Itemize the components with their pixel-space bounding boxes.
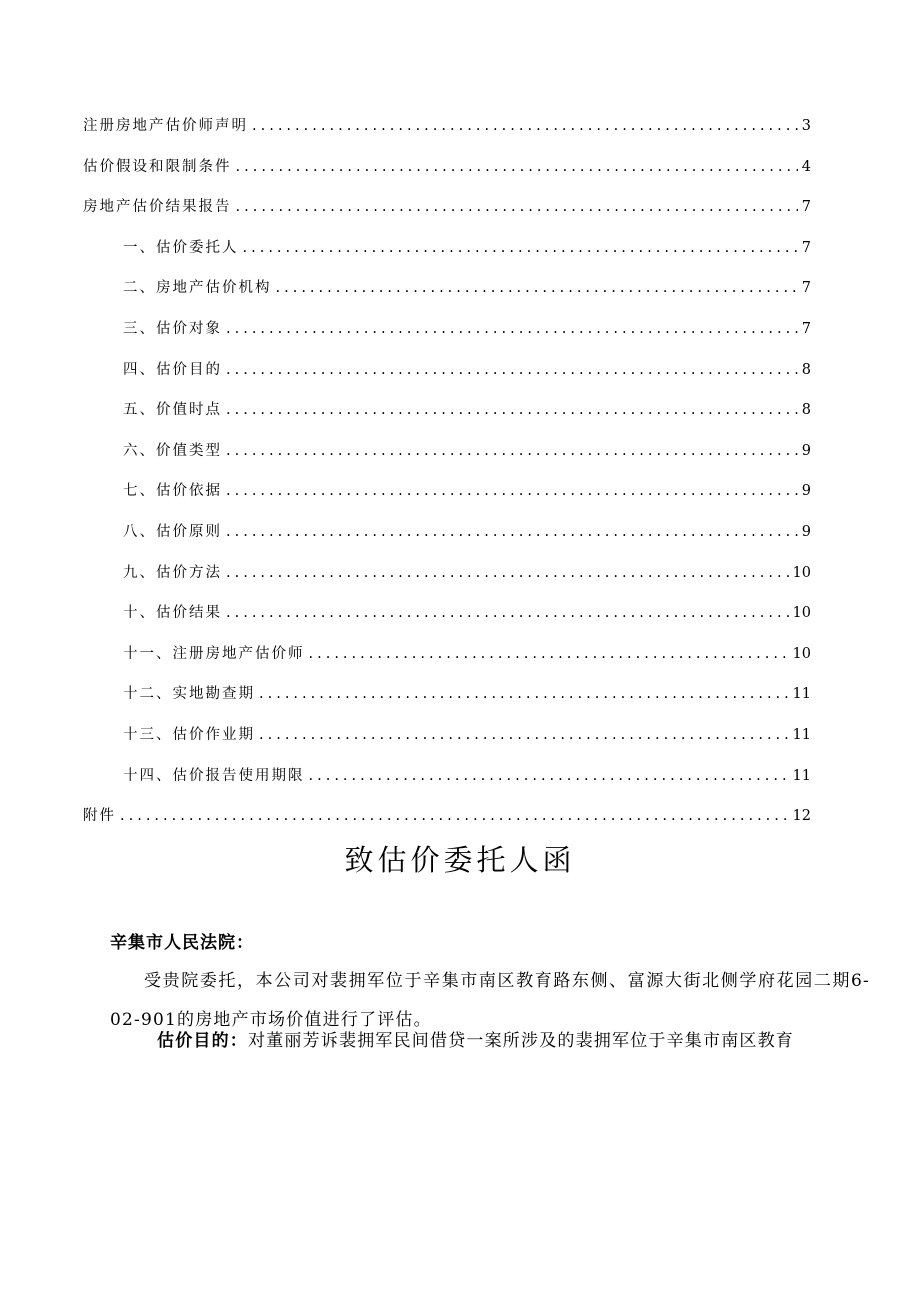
toc-entry-title: 十四、估价报告使用期限 <box>123 767 305 784</box>
toc-entry-page: 11 <box>792 767 811 784</box>
toc-entry-page: 10 <box>792 605 811 622</box>
toc-entry-title: 估价假设和限制条件 <box>83 158 232 175</box>
toc-entry-title: 三、估价对象 <box>123 320 222 337</box>
toc-entry-title: 四、估价目的 <box>123 361 222 378</box>
letter-paragraph: 受贵院委托，本公司对裴拥军位于辛集市南区教育路东侧、富源大街北侧学府花园二期6-02-901的房地产市场价值进行了评估。 <box>110 971 870 1030</box>
toc-entry-page: 7 <box>801 239 811 256</box>
purpose-label: 估价目的： <box>157 1031 248 1051</box>
toc-leader-dots <box>309 756 789 797</box>
toc-entry-title: 六、价值类型 <box>123 442 222 459</box>
toc-entry-title: 五、价值时点 <box>123 402 222 419</box>
toc-leader-dots <box>259 674 789 715</box>
toc-entry-title: 二、房地产估价机构 <box>123 280 272 297</box>
letter-title: 致估价委托人函 <box>344 843 576 877</box>
toc-subentry[interactable] <box>83 471 811 512</box>
toc-entry-title: 十三、估价作业期 <box>123 726 255 743</box>
toc-subentry[interactable] <box>83 756 811 797</box>
toc-subentry[interactable] <box>83 674 811 715</box>
toc-subentry[interactable] <box>83 431 811 472</box>
toc-entry-title: 八、估价原则 <box>123 523 222 540</box>
toc-subentry[interactable] <box>83 228 811 269</box>
toc-entry-title: 七、估价依据 <box>123 483 222 500</box>
toc-subentry[interactable] <box>83 634 811 675</box>
table-of-contents <box>83 106 811 837</box>
toc-subentry[interactable] <box>83 512 811 553</box>
toc-entry-title: 一、估价委托人 <box>123 239 239 256</box>
toc-leader-dots <box>226 350 798 391</box>
toc-leader-dots <box>259 715 789 756</box>
toc-entry-title: 九、估价方法 <box>123 564 222 581</box>
toc-entry-page: 11 <box>792 726 811 743</box>
toc-leader-dots <box>226 390 798 431</box>
toc-subentry[interactable] <box>83 268 811 309</box>
toc-leader-dots <box>252 106 798 147</box>
toc-entry-title: 房地产估价结果报告 <box>83 199 232 216</box>
toc-entry[interactable] <box>83 106 811 147</box>
toc-leader-dots <box>226 471 798 512</box>
toc-entry[interactable] <box>83 147 811 188</box>
toc-subentry[interactable] <box>83 593 811 634</box>
toc-leader-dots <box>226 512 798 553</box>
toc-entry-page: 4 <box>801 158 811 175</box>
toc-subentry[interactable] <box>83 553 811 594</box>
letter-purpose-paragraph <box>110 1022 870 1061</box>
toc-leader-dots <box>120 796 789 837</box>
toc-entry-page: 7 <box>801 199 811 216</box>
toc-leader-dots <box>226 309 798 350</box>
toc-entry-page: 11 <box>792 686 811 703</box>
toc-entry-page: 9 <box>801 523 811 540</box>
toc-entry-page: 9 <box>801 483 811 500</box>
toc-entry-title: 注册房地产估价师声明 <box>83 118 248 134</box>
toc-subentry[interactable] <box>83 350 811 391</box>
toc-entry-page: 7 <box>801 280 811 297</box>
toc-entry-title: 十、估价结果 <box>123 605 222 622</box>
toc-subentry[interactable] <box>83 309 811 350</box>
toc-entry-page: 7 <box>801 320 811 337</box>
toc-subentry[interactable] <box>83 715 811 756</box>
toc-entry-page: 3 <box>801 118 811 134</box>
toc-entry-page: 8 <box>801 361 811 378</box>
toc-entry[interactable] <box>83 796 811 837</box>
toc-entry-page: 8 <box>801 402 811 419</box>
toc-entry-page: 12 <box>792 808 811 825</box>
toc-leader-dots <box>243 228 798 269</box>
toc-leader-dots <box>236 187 798 228</box>
purpose-text: 对董丽芳诉裴拥军民间借贷一案所涉及的裴拥军位于辛集市南区教育 <box>248 1031 794 1051</box>
toc-entry-page: 10 <box>792 564 811 581</box>
toc-leader-dots <box>226 593 789 634</box>
toc-entry-page: 9 <box>801 442 811 459</box>
toc-entry-title: 附件 <box>83 808 116 825</box>
toc-entry-title: 十一、注册房地产估价师 <box>123 645 305 662</box>
toc-leader-dots <box>226 553 789 594</box>
toc-leader-dots <box>236 147 798 188</box>
toc-entry-page: 10 <box>792 645 811 662</box>
toc-entry[interactable] <box>83 187 811 228</box>
toc-leader-dots <box>226 431 798 472</box>
toc-leader-dots <box>276 268 798 309</box>
toc-leader-dots <box>309 634 789 675</box>
toc-entry-title: 十二、实地勘查期 <box>123 686 255 703</box>
letter-addressee: 辛集市人民法院： <box>110 933 254 953</box>
toc-subentry[interactable] <box>83 390 811 431</box>
